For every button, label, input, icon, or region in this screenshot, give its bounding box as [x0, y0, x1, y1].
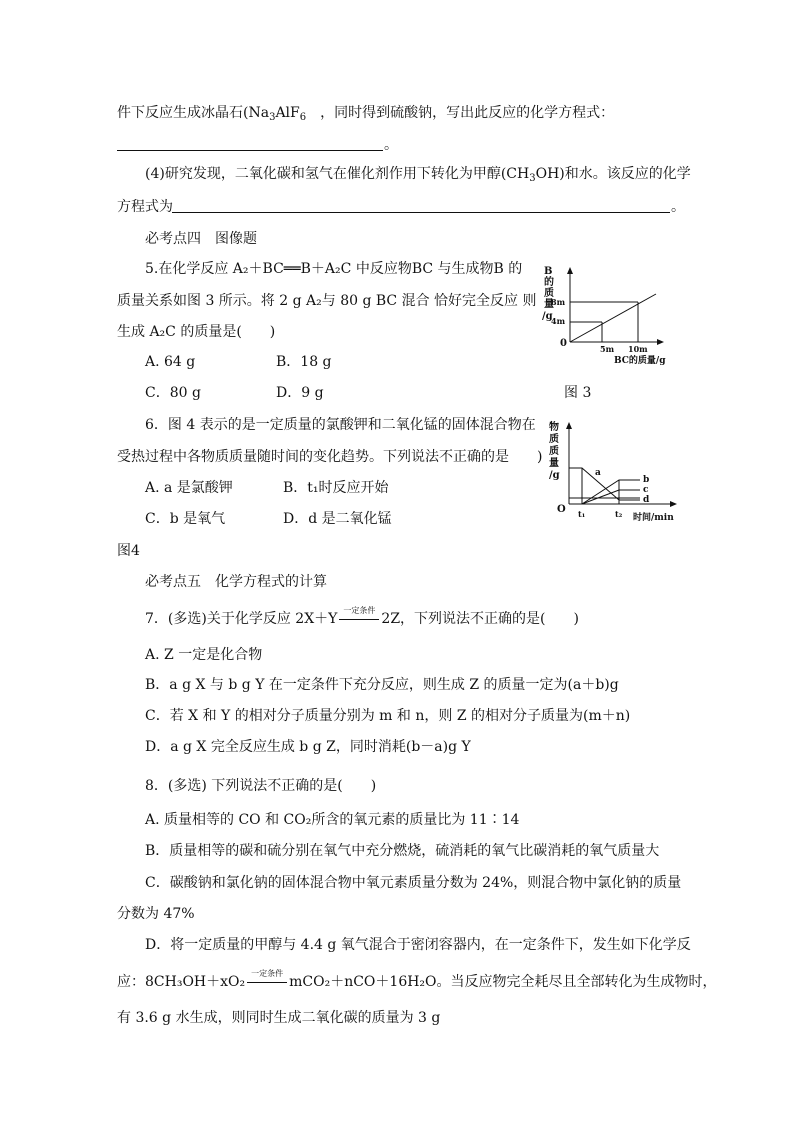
q4-text: 件下反应生成冰晶石(Na [117, 105, 270, 121]
q6-option-b[interactable]: B．t₁时反应开始 [283, 480, 389, 496]
q5-stem: 质量关系如图 3 所示。将 2 g A₂与 80 g BC 混合 恰好完全反应 则 [117, 293, 537, 309]
q7-stem [145, 606, 579, 628]
fig3-ytick-8m: 8m [551, 297, 566, 307]
fig3-line [570, 294, 656, 342]
answer-blank[interactable] [172, 212, 670, 213]
q7-text: 2Z，下列说法不正确的是( ) [381, 611, 579, 627]
q4-text: (4)研究发现，二氧化碳和氢气在催化剂作用下转化为甲醇(CH [145, 166, 530, 182]
q8-option-c-cont: 分数为 47% [117, 906, 195, 922]
fig4-label-a: a [595, 468, 601, 478]
fig4-ylabel: 质 [549, 434, 559, 445]
q8-option-d-cont: 有 3.6 g 水生成，则同时生成二氧化碳的质量为 3 g [117, 1010, 441, 1026]
q8-text: 应：8CH₃OH＋xO₂ [117, 974, 246, 990]
fig4-label-b: b [643, 475, 650, 485]
period: 。 [671, 199, 685, 215]
fig3-ytick-4m: 4m [551, 316, 566, 326]
q5-option-a[interactable]: A. 64 g [145, 354, 196, 370]
fig3-ylabel: /g [542, 311, 553, 322]
q8-stem: 8．(多选) 下列说法不正确的是( ) [145, 778, 377, 794]
sub: 6 [299, 112, 307, 123]
q6-option-a[interactable]: A. a 是氯酸钾 [145, 480, 233, 496]
fig4-ylabel: 量 [549, 458, 559, 469]
q8-option-b[interactable]: B．质量相等的碳和硫分别在氧气中充分燃烧，硫消耗的氧气比碳消耗的氧气质量大 [145, 843, 660, 859]
q7-option-b[interactable]: B．a g X 与 b g Y 在一定条件下充分反应，则生成 Z 的质量一定为(a＋b)g [145, 677, 619, 693]
arrow-icon [670, 501, 677, 507]
fig3-origin: 0 [560, 338, 567, 349]
q5-stem: 5.在化学反应 A₂＋BC══B＋A₂C 中反应物BC 与生成物B 的 [145, 261, 523, 277]
fig4-curve-c [582, 490, 640, 504]
q4-text: OH)和水。该反应的化学 [535, 166, 691, 182]
figure-3-graph [530, 262, 690, 372]
sub: 3 [529, 173, 536, 184]
q6-option-c[interactable]: C．b 是氧气 [145, 511, 226, 527]
arrow-icon [566, 422, 572, 429]
q5-stem: 生成 A₂C 的质量是( ) [117, 324, 276, 340]
q7-option-c[interactable]: C．若 X 和 Y 的相对分子质量分别为 m 和 n，则 Z 的相对分子质量为(m＋n) [145, 708, 631, 724]
q4-text: AlF [275, 105, 300, 121]
figure-3-label: 图 3 [564, 385, 592, 401]
reaction-arrow [245, 969, 289, 991]
section-heading: 必考点五 化学方程式的计算 [145, 574, 327, 590]
q4-sub-line1 [145, 165, 691, 188]
q7-option-d[interactable]: D．a g X 完全反应生成 b g Z，同时消耗(b－a)g Y [145, 739, 471, 755]
q8-option-c[interactable]: C．碳酸钠和氯化钠的固体混合物中氧元素质量分数为 24%，则混合物中氯化钠的质量 [145, 875, 682, 891]
period: 。 [384, 137, 398, 153]
fig3-xtick-10m: 10m [628, 344, 648, 354]
fig3-ylabel: 量 [544, 299, 554, 310]
section-heading: 必考点四 图像题 [145, 231, 257, 247]
q5-option-b[interactable]: B．18 g [276, 354, 332, 370]
fig3-ylabel: 的 [544, 277, 554, 288]
q4-text: ，同时得到硫酸钠，写出此反应的化学方程式： [306, 105, 615, 121]
q8-option-a[interactable]: A. 质量相等的 CO 和 CO₂所含的氧元素的质量比为 11∶14 [145, 812, 520, 828]
fig4-xlabel: 时间/min [633, 513, 674, 523]
arrow-icon [657, 339, 664, 345]
sub: 3 [269, 112, 276, 123]
q7-option-a[interactable]: A. Z 一定是化合物 [145, 647, 263, 663]
q5-option-d[interactable]: D．9 g [276, 385, 324, 401]
condition-label: 一定条件 [343, 606, 376, 615]
q6-option-d[interactable]: D．d 是二氧化锰 [283, 511, 392, 527]
q8-option-d[interactable]: D．将一定质量的甲醇与 4.4 g 氧气混合于密闭容器内，在一定条件下，发生如下化学反 [145, 937, 691, 953]
q4-line1 [117, 104, 614, 127]
fig3-ylabel: 质 [544, 288, 554, 299]
q4-text: 方程式为 [117, 199, 173, 215]
fig4-t1: t₁ [578, 509, 586, 519]
fig3-ylabel: B [544, 266, 553, 277]
q8-option-d-line2 [117, 969, 717, 991]
reaction-arrow [337, 606, 381, 628]
q8-text: mCO₂＋nCO＋16H₂O。当反应物完全耗尽且全部转化为生成物时， [289, 974, 717, 990]
q6-stem: 受热过程中各物质质量随时间的变化趋势。下列说法不正确的是 ) [117, 449, 543, 465]
answer-blank[interactable] [117, 150, 383, 151]
fig4-ylabel: /g [549, 470, 560, 481]
figure-4-graph [545, 416, 685, 526]
figure-4-label: 图4 [117, 543, 140, 559]
fig4-ylabel: 物 [549, 422, 559, 433]
q7-text: 7．(多选)关于化学反应 2X＋Y [145, 611, 338, 627]
q5-option-c[interactable]: C．80 g [145, 385, 201, 401]
fig3-xlabel: BC的质量/g [614, 356, 666, 366]
condition-label: 一定条件 [251, 969, 284, 978]
fig4-label-d: d [643, 495, 650, 505]
arrow-icon [567, 267, 573, 274]
fig4-t2: t₂ [615, 509, 623, 519]
fig3-xtick-5m: 5m [600, 344, 615, 354]
q6-stem: 6．图 4 表示的是一定质量的氯酸钾和二氧化锰的固体混合物在 [145, 417, 536, 433]
fig4-label-c: c [643, 485, 649, 495]
fig4-origin: O [557, 504, 566, 515]
fig4-ylabel: 质 [549, 446, 559, 457]
